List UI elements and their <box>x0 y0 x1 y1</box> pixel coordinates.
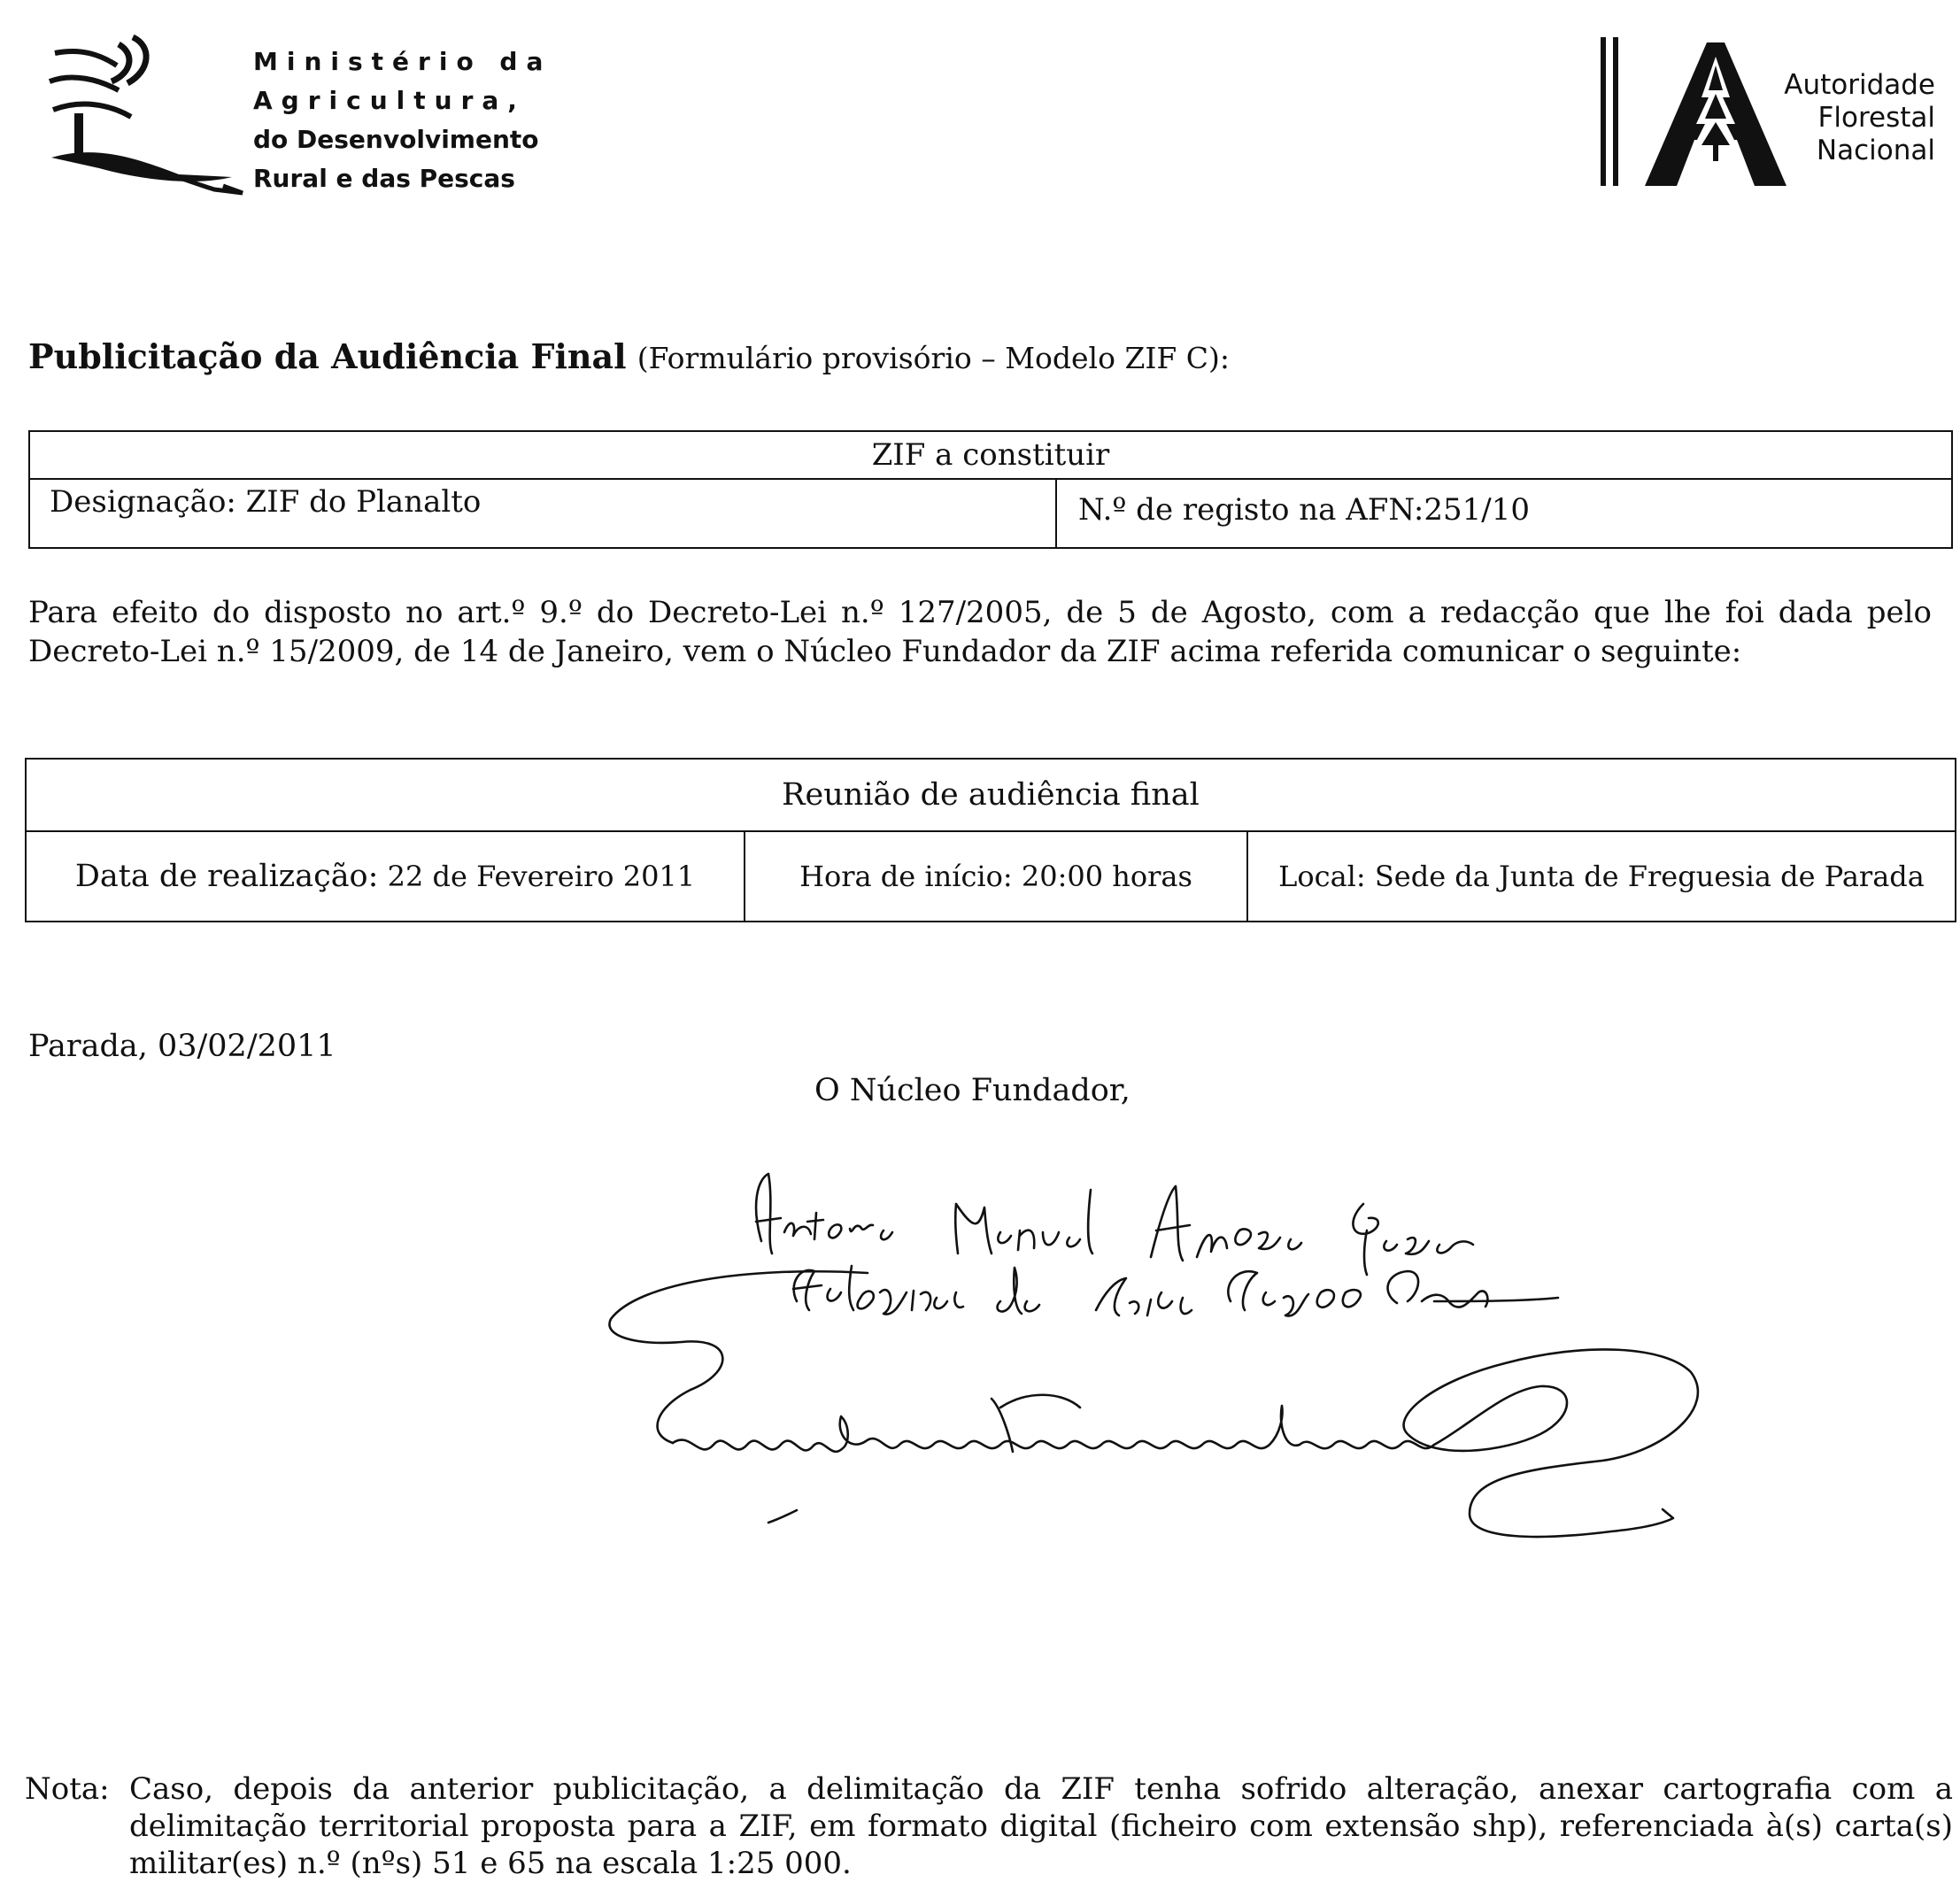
meeting-table-header: Reunião de audiência final <box>26 759 1956 831</box>
note-text: Caso, depois da anterior publicitação, a delimitação da ZIF tenha sofrido alteração, anexar cartografia com a delimitação territorial proposta para a ZIF, em formato digital (ficheiro com extensão shp), referenciada à(s) carta(s) militar(es) n.º (nºs) 51 e 65 na escala 1:25 000. <box>129 1771 1953 1881</box>
ministry-name-line: Ministério da <box>253 47 552 76</box>
tree-river-logo-icon <box>46 28 250 197</box>
zif-table-header: ZIF a constituir <box>29 431 1952 479</box>
note-label: Nota: <box>25 1771 110 1807</box>
ministry-name-line: Rural e das Pescas <box>253 164 515 193</box>
meeting-date-label: Data de realização: <box>74 859 379 894</box>
meeting-date-value: 22 de Fevereiro 2011 <box>387 860 696 893</box>
ministry-name-line: do Desenvolvimento <box>253 125 539 154</box>
authority-name-line: Nacional <box>1816 135 1935 166</box>
signatory-label: O Núcleo Fundador, <box>814 1073 1130 1108</box>
zif-registry-number: N.º de registo na AFN:251/10 <box>1056 479 1952 548</box>
meeting-place-cell <box>1247 831 1956 922</box>
ministry-name-line: Agricultura, <box>253 86 526 115</box>
meeting-place-value: Sede da Junta de Freguesia de Parada <box>1374 860 1925 893</box>
authority-name-line: Autoridade <box>1784 69 1935 101</box>
divider-bars-icon <box>1601 37 1622 186</box>
meeting-date-cell <box>26 831 745 922</box>
zif-table <box>28 430 1953 549</box>
meeting-time-value: 20:00 horas <box>1021 860 1192 893</box>
meeting-time-cell <box>745 831 1247 922</box>
zif-designation: Designação: ZIF do Planalto <box>29 479 1056 548</box>
title-main: Publicitação da Audiência Final <box>28 336 627 376</box>
place-and-date: Parada, 03/02/2011 <box>28 1029 336 1064</box>
authority-name <box>1769 69 1935 167</box>
meeting-time-label: Hora de início: <box>799 860 1013 893</box>
meeting-table <box>25 758 1956 922</box>
intro-paragraph: Para efeito do disposto no art.º 9.º do Decreto-Lei n.º 127/2005, de 5 de Agosto, com a redacção que lhe foi dada pelo Decreto-Lei n.º 15/2009, de 14 de Janeiro, vem o Núcleo Fundador da ZIF acima referida comunicar o seguinte: <box>28 595 1932 669</box>
ministry-name <box>253 42 552 198</box>
meeting-place-label: Local: <box>1278 860 1366 893</box>
authority-name-line: Florestal <box>1817 102 1935 134</box>
title-subtitle: (Formulário provisório – Modelo ZIF C): <box>637 341 1231 375</box>
document-title <box>28 336 1230 376</box>
handwritten-signature <box>584 1169 1717 1540</box>
